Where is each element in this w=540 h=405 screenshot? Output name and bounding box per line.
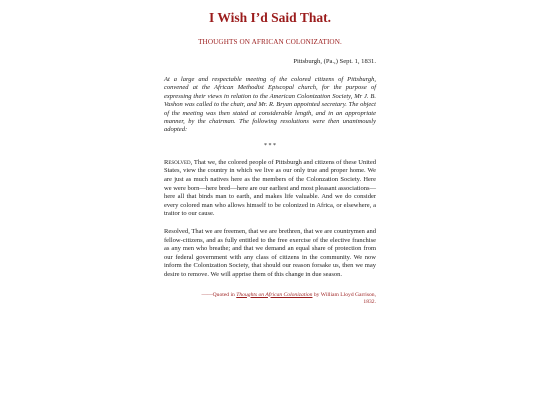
source-citation xyxy=(164,292,376,306)
resolution-lead: Resolved, xyxy=(164,158,193,166)
citation-author: by William Lloyd Garrison, xyxy=(312,291,376,298)
resolution-body-1: That we, the colored people of Pittsburgh and citizens of these United States, view the country in which we live as our only true and proper home. We are just as much natives here as the members of the Colonzation Society. Here we were born—here bred—here are our earliest and most pleasant associations—here all that binds man to earth, and makes life valuable. And we do consider every colored man who allows himself to be colonized in Africa, or elsewhere, a traitor to our cause. xyxy=(164,158,376,218)
page-title: I Wish I’d Said That. xyxy=(209,10,331,25)
page-subtitle: THOUGHTS ON AFRICAN COLONIZATION. xyxy=(198,38,342,46)
resolution-paragraph-1 xyxy=(164,159,376,219)
citation-year: 1832. xyxy=(363,298,376,305)
document-page xyxy=(164,10,376,306)
citation-prefix: Quoted in xyxy=(212,291,237,298)
resolution-paragraph-2: Resolved, That we are freemen, that we are brethren, that we are countrymen and fellow-citizens, and as fully entitled to the free exercise of the elective franchise as any men who breathe; and that we demand an equal share of protection from our federal government with any class of citizens in the community. We now inform the Colonization Society, that should our reason forsake us, then we may desire to remove. We will apprise them of this change in due season. xyxy=(164,228,376,278)
dateline: Pittsburgh, (Pa.,) Sept. 1, 1831. xyxy=(293,58,376,65)
citation-dash: —— xyxy=(201,291,213,298)
section-separator: * * * xyxy=(264,142,276,149)
intro-paragraph: At a large and respectable meeting of the colored citizens of Pittsburgh, convened at the African Methodist Episcopal church, for the purpose of expressing their views in relation to the American Colonization Society, Mr J. B. Vashon was called to the chair, and Mr. R. Bryan appointed secretary. The object of the meeting was then stated at considerable length, and in an appropriate manner, by the chairman. The following resolutions were then unanimously adopted: xyxy=(164,76,376,134)
citation-book-link[interactable]: Thoughts on African Colonization xyxy=(236,291,313,298)
